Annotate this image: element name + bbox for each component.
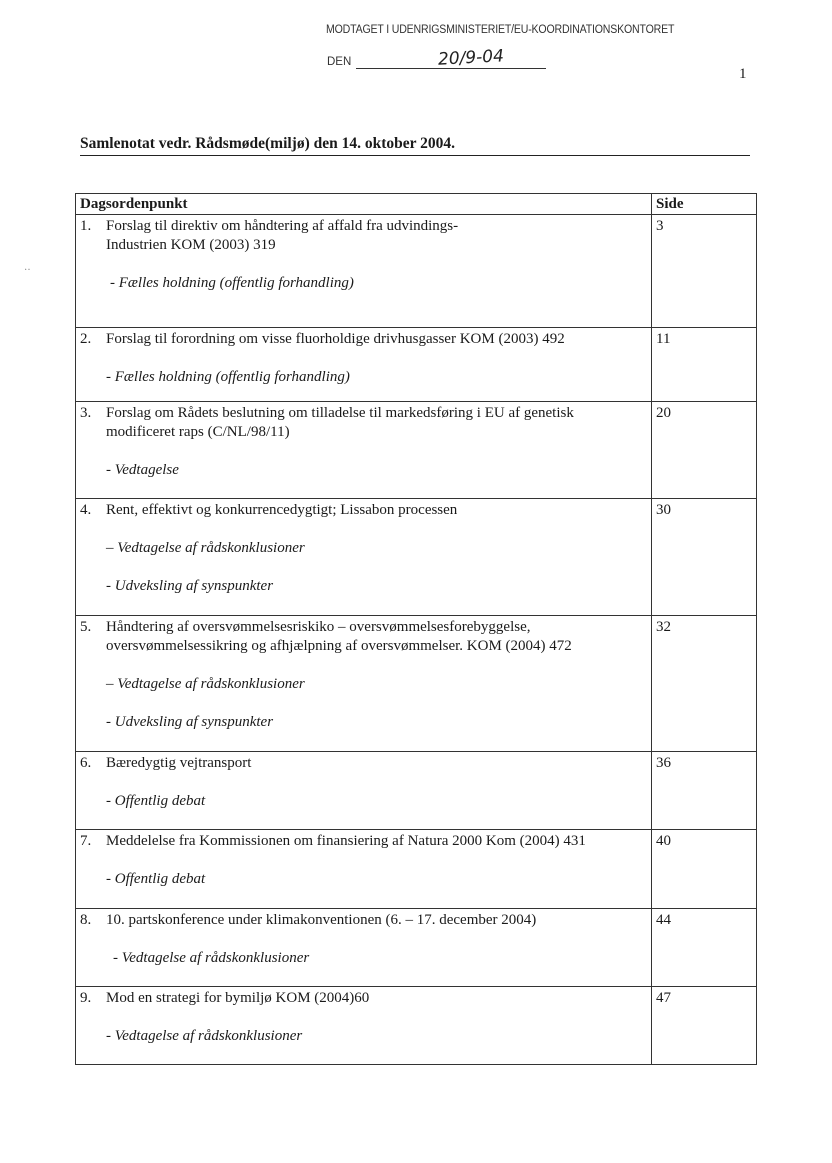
agenda-item <box>76 909 652 986</box>
item-page: 3 <box>656 218 664 234</box>
agenda-row <box>76 987 756 1065</box>
agenda-item <box>76 616 652 751</box>
title-underline <box>80 155 750 156</box>
agenda-row <box>76 499 756 616</box>
item-page: 40 <box>656 833 671 849</box>
agenda-row <box>76 616 756 752</box>
agenda-item <box>76 830 652 908</box>
page-number: 1 <box>739 66 747 82</box>
item-number: 1. <box>80 218 92 234</box>
item-page: 11 <box>656 331 671 347</box>
item-sub-point: - Vedtagelse af rådskonklusioner <box>113 950 310 966</box>
item-sub-point: - Udveksling af synspunkter <box>106 714 274 730</box>
item-page: 36 <box>656 755 671 771</box>
agenda-row <box>76 215 756 328</box>
document-title: Samlenotat vedr. Rådsmøde(miljø) den 14. oktober 2004. <box>80 135 456 152</box>
item-sub-point: – Vedtagelse af rådskonklusioner <box>106 676 305 692</box>
item-text-line: Håndtering af oversvømmelsesriskiko – oversvømmelsesforebyggelse, <box>106 619 531 635</box>
item-sub-point: - Offentlig debat <box>106 871 206 887</box>
item-text-line: 10. partskonference under klimakonventionen (6. – 17. december 2004) <box>106 912 537 928</box>
item-page: 47 <box>656 990 671 1006</box>
item-number: 9. <box>80 990 92 1006</box>
agenda-row <box>76 752 756 830</box>
agenda-header-item: Dagsordenpunkt <box>76 194 652 214</box>
item-sub-point: - Fælles holdning (offentlig forhandling) <box>110 275 354 291</box>
item-sub-point: - Offentlig debat <box>106 793 206 809</box>
agenda-row <box>76 830 756 909</box>
scan-speck: ‥ <box>24 262 31 273</box>
item-text-line: oversvømmelsessikring og afhjælpning af oversvømmelser. KOM (2004) 472 <box>106 638 572 654</box>
agenda-item <box>76 402 652 498</box>
item-text-line: Mod en strategi for bymiljø KOM (2004)60 <box>106 990 370 1006</box>
item-page: 30 <box>656 502 671 518</box>
agenda-header-side: Side <box>656 196 684 212</box>
agenda-row <box>76 328 756 402</box>
item-number: 2. <box>80 331 92 347</box>
agenda-header-row <box>76 194 756 215</box>
item-number: 3. <box>80 405 92 421</box>
item-text-line: modificeret raps (C/NL/98/11) <box>106 424 290 440</box>
item-page: 20 <box>656 405 671 421</box>
item-text-line: Forslag om Rådets beslutning om tilladelse til markedsføring i EU af genetisk <box>106 405 574 421</box>
item-text-line: Industrien KOM (2003) 319 <box>106 237 276 253</box>
item-number: 7. <box>80 833 92 849</box>
item-text-line: Bæredygtig vejtransport <box>106 755 252 771</box>
agenda-table <box>75 193 757 1065</box>
item-text-line: Forslag til forordning om visse fluorholdige drivhusgasser KOM (2003) 492 <box>106 331 565 347</box>
agenda-item <box>76 752 652 829</box>
item-text-line: Forslag til direktiv om håndtering af affald fra udvindings- <box>106 218 459 234</box>
item-page: 44 <box>656 912 671 928</box>
received-stamp: MODTAGET I UDENRIGSMINISTERIET/EU-KOORDINATIONSKONTORET <box>326 24 675 36</box>
stamp-handwritten-date: 20/9-04 <box>437 46 505 70</box>
item-sub-point: - Vedtagelse af rådskonklusioner <box>106 1028 303 1044</box>
item-sub-point: - Vedtagelse <box>106 462 179 478</box>
agenda-row <box>76 402 756 499</box>
item-number: 5. <box>80 619 92 635</box>
agenda-item <box>76 328 652 401</box>
agenda-item <box>76 499 652 615</box>
item-number: 6. <box>80 755 92 771</box>
item-sub-point: - Fælles holdning (offentlig forhandling) <box>106 369 350 385</box>
item-text-line: Rent, effektivt og konkurrencedygtigt; Lissabon processen <box>106 502 458 518</box>
item-number: 8. <box>80 912 92 928</box>
agenda-row <box>76 909 756 987</box>
item-sub-point: – Vedtagelse af rådskonklusioner <box>106 540 305 556</box>
item-sub-point: - Udveksling af synspunkter <box>106 578 274 594</box>
item-page: 32 <box>656 619 671 635</box>
agenda-item <box>76 987 652 1064</box>
item-text-line: Meddelelse fra Kommissionen om finansiering af Natura 2000 Kom (2004) 431 <box>106 833 586 849</box>
agenda-item <box>76 215 652 327</box>
stamp-date-label: DEN <box>327 56 352 68</box>
item-number: 4. <box>80 502 92 518</box>
